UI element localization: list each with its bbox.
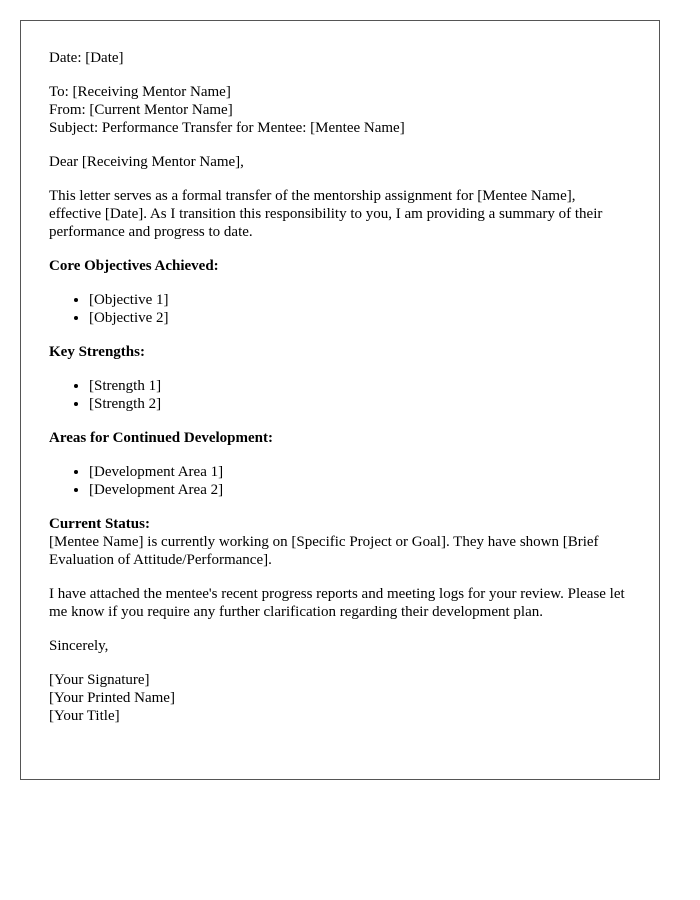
list-item: • [Development Area 2]: [89, 481, 631, 499]
header-block: [49, 83, 631, 137]
subject-line: Subject: Performance Transfer for Mentee: [Mentee Name]: [49, 120, 405, 136]
development-heading: Areas for Continued Development:: [49, 430, 274, 446]
strengths-heading: Key Strengths:: [49, 344, 145, 360]
status-heading: Current Status:: [49, 516, 150, 532]
objectives-heading: Core Objectives Achieved:: [49, 258, 219, 274]
signature: [Your Signature]: [49, 672, 150, 688]
list-item: • [Strength 1]: [89, 377, 631, 395]
closing-paragraph: I have attached the mentee's recent progress reports and meeting logs for your review. Please let me know if you require any further clarification regarding their development plan.: [49, 586, 625, 620]
date-line: Date: [Date]: [49, 50, 124, 66]
from-line: From: [Current Mentor Name]: [49, 102, 233, 118]
list-item: • [Strength 2]: [89, 395, 631, 413]
to-line: To: [Receiving Mentor Name]: [49, 84, 231, 100]
signature-block: [49, 671, 631, 725]
intro-paragraph: This letter serves as a formal transfer of the mentorship assignment for [Mentee Name], effective [Date]. As I transition this responsibility to you, I am providing a summary of their performance and progress to date.: [49, 188, 603, 240]
salutation: Dear [Receiving Mentor Name],: [49, 154, 244, 170]
list-item: • [Objective 2]: [89, 309, 631, 327]
printed-name: [Your Printed Name]: [49, 690, 175, 706]
list-item: • [Objective 1]: [89, 291, 631, 309]
signer-title: [Your Title]: [49, 708, 120, 724]
letter-document: [20, 20, 660, 780]
development-list: [49, 463, 631, 499]
strengths-list: [49, 377, 631, 413]
list-item: • [Development Area 1]: [89, 463, 631, 481]
objectives-list: [49, 291, 631, 327]
status-section: [49, 515, 631, 569]
sign-off: Sincerely,: [49, 638, 109, 654]
status-text: [Mentee Name] is currently working on [Specific Project or Goal]. They have shown [Brief Evaluation of Attitude/Performance].: [49, 534, 599, 568]
